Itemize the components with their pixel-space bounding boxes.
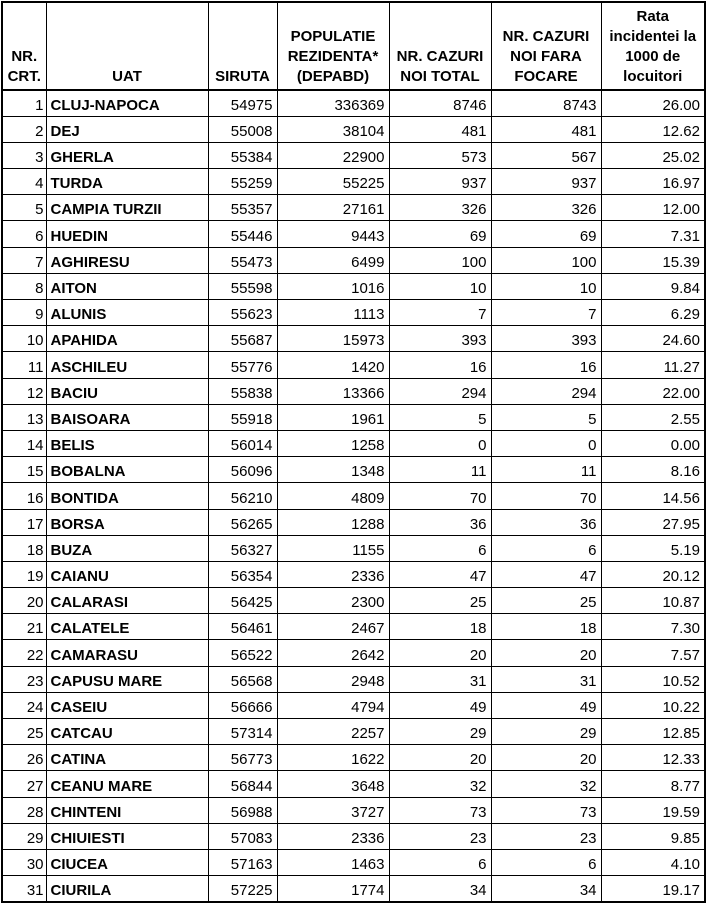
- cell-populatie: 13366: [277, 378, 389, 404]
- table-row: [2, 876, 705, 902]
- cell-nr: 29: [2, 823, 46, 849]
- cell-uat: CAMPIA TURZII: [46, 195, 208, 221]
- cell-siruta: 56210: [208, 483, 277, 509]
- cell-rata: 7.30: [601, 614, 705, 640]
- cell-cazuri-fara-focare: 70: [491, 483, 601, 509]
- cell-siruta: 57163: [208, 849, 277, 875]
- cell-populatie: 1774: [277, 876, 389, 902]
- cell-siruta: 55008: [208, 116, 277, 142]
- header-rata: Rata incidentei la 1000 de locuitori: [601, 2, 705, 90]
- cell-nr: 25: [2, 719, 46, 745]
- cell-uat: GHERLA: [46, 142, 208, 168]
- cell-cazuri-fara-focare: 6: [491, 535, 601, 561]
- cell-siruta: 55918: [208, 404, 277, 430]
- cell-cazuri-total: 294: [389, 378, 491, 404]
- cell-nr: 23: [2, 666, 46, 692]
- cell-cazuri-total: 10: [389, 273, 491, 299]
- table-row: [2, 666, 705, 692]
- cell-cazuri-total: 69: [389, 221, 491, 247]
- cell-cazuri-total: 29: [389, 719, 491, 745]
- cell-populatie: 1622: [277, 745, 389, 771]
- table-row: [2, 352, 705, 378]
- cell-cazuri-total: 16: [389, 352, 491, 378]
- cell-uat: AGHIRESU: [46, 247, 208, 273]
- cell-cazuri-total: 481: [389, 116, 491, 142]
- cell-populatie: 55225: [277, 169, 389, 195]
- cell-siruta: 55776: [208, 352, 277, 378]
- cell-cazuri-fara-focare: 34: [491, 876, 601, 902]
- cell-cazuri-total: 5: [389, 404, 491, 430]
- cell-siruta: 55384: [208, 142, 277, 168]
- cell-cazuri-total: 18: [389, 614, 491, 640]
- table-row: [2, 404, 705, 430]
- cell-populatie: 2257: [277, 719, 389, 745]
- cell-uat: CALATELE: [46, 614, 208, 640]
- cell-rata: 12.00: [601, 195, 705, 221]
- cell-cazuri-fara-focare: 36: [491, 509, 601, 535]
- cell-siruta: 56327: [208, 535, 277, 561]
- cell-rata: 4.10: [601, 849, 705, 875]
- cell-siruta: 55598: [208, 273, 277, 299]
- cell-populatie: 1463: [277, 849, 389, 875]
- cell-uat: BONTIDA: [46, 483, 208, 509]
- cell-uat: BUZA: [46, 535, 208, 561]
- cell-populatie: 1348: [277, 457, 389, 483]
- cell-cazuri-fara-focare: 326: [491, 195, 601, 221]
- cell-siruta: 56096: [208, 457, 277, 483]
- cell-cazuri-fara-focare: 23: [491, 823, 601, 849]
- cell-cazuri-total: 8746: [389, 90, 491, 116]
- cell-cazuri-fara-focare: 69: [491, 221, 601, 247]
- cell-nr: 19: [2, 561, 46, 587]
- table-row: [2, 849, 705, 875]
- table-row: [2, 719, 705, 745]
- table-row: [2, 509, 705, 535]
- table-row: [2, 326, 705, 352]
- table-body: [2, 90, 705, 902]
- cell-cazuri-total: 326: [389, 195, 491, 221]
- cell-nr: 31: [2, 876, 46, 902]
- cell-siruta: 56522: [208, 640, 277, 666]
- cell-cazuri-fara-focare: 20: [491, 640, 601, 666]
- table-row: [2, 745, 705, 771]
- cell-siruta: 55446: [208, 221, 277, 247]
- cell-uat: CATCAU: [46, 719, 208, 745]
- cell-nr: 22: [2, 640, 46, 666]
- cell-cazuri-fara-focare: 16: [491, 352, 601, 378]
- cell-rata: 11.27: [601, 352, 705, 378]
- table-row: [2, 457, 705, 483]
- cell-uat: CLUJ-NAPOCA: [46, 90, 208, 116]
- cell-cazuri-fara-focare: 100: [491, 247, 601, 273]
- cell-uat: BORSA: [46, 509, 208, 535]
- cell-nr: 20: [2, 588, 46, 614]
- cell-populatie: 2948: [277, 666, 389, 692]
- table-row: [2, 195, 705, 221]
- cell-siruta: 56461: [208, 614, 277, 640]
- cell-cazuri-total: 393: [389, 326, 491, 352]
- incidence-table: [1, 1, 706, 903]
- cell-cazuri-fara-focare: 294: [491, 378, 601, 404]
- cell-rata: 12.33: [601, 745, 705, 771]
- cell-populatie: 3648: [277, 771, 389, 797]
- cell-uat: CAPUSU MARE: [46, 666, 208, 692]
- cell-cazuri-total: 11: [389, 457, 491, 483]
- cell-populatie: 38104: [277, 116, 389, 142]
- cell-populatie: 2336: [277, 823, 389, 849]
- cell-rata: 5.19: [601, 535, 705, 561]
- cell-siruta: 55687: [208, 326, 277, 352]
- cell-siruta: 56425: [208, 588, 277, 614]
- cell-populatie: 2642: [277, 640, 389, 666]
- cell-uat: HUEDIN: [46, 221, 208, 247]
- cell-rata: 14.56: [601, 483, 705, 509]
- cell-nr: 14: [2, 430, 46, 456]
- cell-nr: 8: [2, 273, 46, 299]
- cell-cazuri-fara-focare: 25: [491, 588, 601, 614]
- cell-nr: 17: [2, 509, 46, 535]
- cell-cazuri-total: 70: [389, 483, 491, 509]
- cell-siruta: 56265: [208, 509, 277, 535]
- cell-populatie: 27161: [277, 195, 389, 221]
- cell-populatie: 1288: [277, 509, 389, 535]
- cell-rata: 19.17: [601, 876, 705, 902]
- table-header: [2, 2, 705, 90]
- cell-nr: 1: [2, 90, 46, 116]
- header-cazuri-total: NR. CAZURI NOI TOTAL: [389, 2, 491, 90]
- cell-nr: 9: [2, 300, 46, 326]
- cell-cazuri-fara-focare: 31: [491, 666, 601, 692]
- cell-rata: 6.29: [601, 300, 705, 326]
- cell-cazuri-fara-focare: 10: [491, 273, 601, 299]
- cell-uat: APAHIDA: [46, 326, 208, 352]
- table-row: [2, 640, 705, 666]
- cell-rata: 0.00: [601, 430, 705, 456]
- cell-cazuri-total: 23: [389, 823, 491, 849]
- cell-cazuri-total: 100: [389, 247, 491, 273]
- cell-cazuri-total: 49: [389, 692, 491, 718]
- cell-nr: 4: [2, 169, 46, 195]
- cell-rata: 10.52: [601, 666, 705, 692]
- cell-cazuri-fara-focare: 481: [491, 116, 601, 142]
- table-row: [2, 823, 705, 849]
- cell-cazuri-total: 34: [389, 876, 491, 902]
- cell-rata: 9.84: [601, 273, 705, 299]
- cell-populatie: 4794: [277, 692, 389, 718]
- cell-cazuri-total: 937: [389, 169, 491, 195]
- cell-cazuri-total: 25: [389, 588, 491, 614]
- cell-cazuri-total: 20: [389, 640, 491, 666]
- cell-siruta: 56988: [208, 797, 277, 823]
- header-nr-crt: NR. CRT.: [2, 2, 46, 90]
- cell-siruta: 56666: [208, 692, 277, 718]
- cell-cazuri-total: 36: [389, 509, 491, 535]
- table-row: [2, 169, 705, 195]
- cell-rata: 15.39: [601, 247, 705, 273]
- header-uat: UAT: [46, 2, 208, 90]
- cell-populatie: 1113: [277, 300, 389, 326]
- cell-cazuri-fara-focare: 32: [491, 771, 601, 797]
- cell-cazuri-fara-focare: 20: [491, 745, 601, 771]
- cell-rata: 10.22: [601, 692, 705, 718]
- table-row: [2, 300, 705, 326]
- cell-rata: 16.97: [601, 169, 705, 195]
- cell-cazuri-fara-focare: 47: [491, 561, 601, 587]
- cell-rata: 27.95: [601, 509, 705, 535]
- cell-nr: 30: [2, 849, 46, 875]
- cell-cazuri-total: 32: [389, 771, 491, 797]
- cell-nr: 11: [2, 352, 46, 378]
- cell-rata: 20.12: [601, 561, 705, 587]
- cell-uat: CHINTENI: [46, 797, 208, 823]
- cell-rata: 24.60: [601, 326, 705, 352]
- cell-nr: 16: [2, 483, 46, 509]
- cell-cazuri-fara-focare: 6: [491, 849, 601, 875]
- cell-nr: 27: [2, 771, 46, 797]
- header-siruta: SIRUTA: [208, 2, 277, 90]
- cell-populatie: 336369: [277, 90, 389, 116]
- table-row: [2, 378, 705, 404]
- cell-cazuri-total: 73: [389, 797, 491, 823]
- cell-populatie: 2336: [277, 561, 389, 587]
- cell-nr: 5: [2, 195, 46, 221]
- cell-rata: 19.59: [601, 797, 705, 823]
- cell-populatie: 6499: [277, 247, 389, 273]
- cell-rata: 9.85: [601, 823, 705, 849]
- cell-nr: 7: [2, 247, 46, 273]
- cell-cazuri-fara-focare: 0: [491, 430, 601, 456]
- cell-nr: 13: [2, 404, 46, 430]
- cell-rata: 12.85: [601, 719, 705, 745]
- cell-cazuri-fara-focare: 567: [491, 142, 601, 168]
- table-row: [2, 588, 705, 614]
- cell-nr: 3: [2, 142, 46, 168]
- cell-nr: 10: [2, 326, 46, 352]
- table-row: [2, 90, 705, 116]
- cell-cazuri-total: 6: [389, 849, 491, 875]
- header-populatie: POPULATIE REZIDENTA* (DEPABD): [277, 2, 389, 90]
- cell-rata: 8.16: [601, 457, 705, 483]
- cell-uat: BACIU: [46, 378, 208, 404]
- cell-siruta: 57083: [208, 823, 277, 849]
- cell-uat: CEANU MARE: [46, 771, 208, 797]
- cell-nr: 2: [2, 116, 46, 142]
- table-row: [2, 430, 705, 456]
- cell-cazuri-total: 573: [389, 142, 491, 168]
- cell-siruta: 56568: [208, 666, 277, 692]
- cell-rata: 22.00: [601, 378, 705, 404]
- cell-cazuri-total: 31: [389, 666, 491, 692]
- cell-populatie: 1155: [277, 535, 389, 561]
- cell-uat: CIUCEA: [46, 849, 208, 875]
- table-row: [2, 221, 705, 247]
- cell-cazuri-fara-focare: 8743: [491, 90, 601, 116]
- cell-uat: BOBALNA: [46, 457, 208, 483]
- cell-rata: 2.55: [601, 404, 705, 430]
- cell-populatie: 2467: [277, 614, 389, 640]
- table-row: [2, 771, 705, 797]
- cell-siruta: 55473: [208, 247, 277, 273]
- cell-cazuri-total: 0: [389, 430, 491, 456]
- cell-nr: 12: [2, 378, 46, 404]
- cell-cazuri-total: 7: [389, 300, 491, 326]
- cell-uat: CATINA: [46, 745, 208, 771]
- table-row: [2, 614, 705, 640]
- cell-nr: 15: [2, 457, 46, 483]
- cell-rata: 7.31: [601, 221, 705, 247]
- cell-populatie: 2300: [277, 588, 389, 614]
- cell-populatie: 1016: [277, 273, 389, 299]
- cell-cazuri-total: 47: [389, 561, 491, 587]
- cell-cazuri-total: 6: [389, 535, 491, 561]
- cell-populatie: 15973: [277, 326, 389, 352]
- cell-siruta: 57225: [208, 876, 277, 902]
- cell-uat: CALARASI: [46, 588, 208, 614]
- cell-uat: BELIS: [46, 430, 208, 456]
- cell-populatie: 3727: [277, 797, 389, 823]
- cell-uat: CHIUIESTI: [46, 823, 208, 849]
- cell-siruta: 56844: [208, 771, 277, 797]
- cell-cazuri-fara-focare: 11: [491, 457, 601, 483]
- cell-nr: 24: [2, 692, 46, 718]
- table-row: [2, 142, 705, 168]
- cell-cazuri-fara-focare: 937: [491, 169, 601, 195]
- cell-populatie: 22900: [277, 142, 389, 168]
- cell-cazuri-total: 20: [389, 745, 491, 771]
- cell-uat: CIURILA: [46, 876, 208, 902]
- cell-cazuri-fara-focare: 49: [491, 692, 601, 718]
- table-row: [2, 561, 705, 587]
- cell-uat: AITON: [46, 273, 208, 299]
- cell-uat: TURDA: [46, 169, 208, 195]
- cell-nr: 6: [2, 221, 46, 247]
- table-row: [2, 535, 705, 561]
- cell-nr: 18: [2, 535, 46, 561]
- cell-rata: 10.87: [601, 588, 705, 614]
- table-row: [2, 797, 705, 823]
- table-row: [2, 692, 705, 718]
- cell-nr: 28: [2, 797, 46, 823]
- table-row: [2, 483, 705, 509]
- cell-nr: 21: [2, 614, 46, 640]
- cell-siruta: 56773: [208, 745, 277, 771]
- cell-populatie: 1258: [277, 430, 389, 456]
- cell-populatie: 1420: [277, 352, 389, 378]
- cell-siruta: 54975: [208, 90, 277, 116]
- cell-uat: DEJ: [46, 116, 208, 142]
- cell-uat: CASEIU: [46, 692, 208, 718]
- cell-cazuri-fara-focare: 5: [491, 404, 601, 430]
- cell-siruta: 55259: [208, 169, 277, 195]
- cell-rata: 26.00: [601, 90, 705, 116]
- cell-siruta: 55623: [208, 300, 277, 326]
- cell-cazuri-fara-focare: 18: [491, 614, 601, 640]
- cell-cazuri-fara-focare: 29: [491, 719, 601, 745]
- cell-siruta: 57314: [208, 719, 277, 745]
- cell-siruta: 55838: [208, 378, 277, 404]
- cell-populatie: 1961: [277, 404, 389, 430]
- cell-uat: CAMARASU: [46, 640, 208, 666]
- table-row: [2, 116, 705, 142]
- cell-rata: 12.62: [601, 116, 705, 142]
- cell-uat: ALUNIS: [46, 300, 208, 326]
- cell-nr: 26: [2, 745, 46, 771]
- cell-cazuri-fara-focare: 7: [491, 300, 601, 326]
- cell-rata: 8.77: [601, 771, 705, 797]
- cell-cazuri-fara-focare: 393: [491, 326, 601, 352]
- cell-siruta: 55357: [208, 195, 277, 221]
- cell-rata: 7.57: [601, 640, 705, 666]
- cell-uat: ASCHILEU: [46, 352, 208, 378]
- cell-populatie: 9443: [277, 221, 389, 247]
- cell-siruta: 56014: [208, 430, 277, 456]
- cell-uat: BAISOARA: [46, 404, 208, 430]
- header-cazuri-fara-focare: NR. CAZURI NOI FARA FOCARE: [491, 2, 601, 90]
- cell-rata: 25.02: [601, 142, 705, 168]
- cell-siruta: 56354: [208, 561, 277, 587]
- cell-populatie: 4809: [277, 483, 389, 509]
- table-row: [2, 273, 705, 299]
- cell-cazuri-fara-focare: 73: [491, 797, 601, 823]
- table-row: [2, 247, 705, 273]
- cell-uat: CAIANU: [46, 561, 208, 587]
